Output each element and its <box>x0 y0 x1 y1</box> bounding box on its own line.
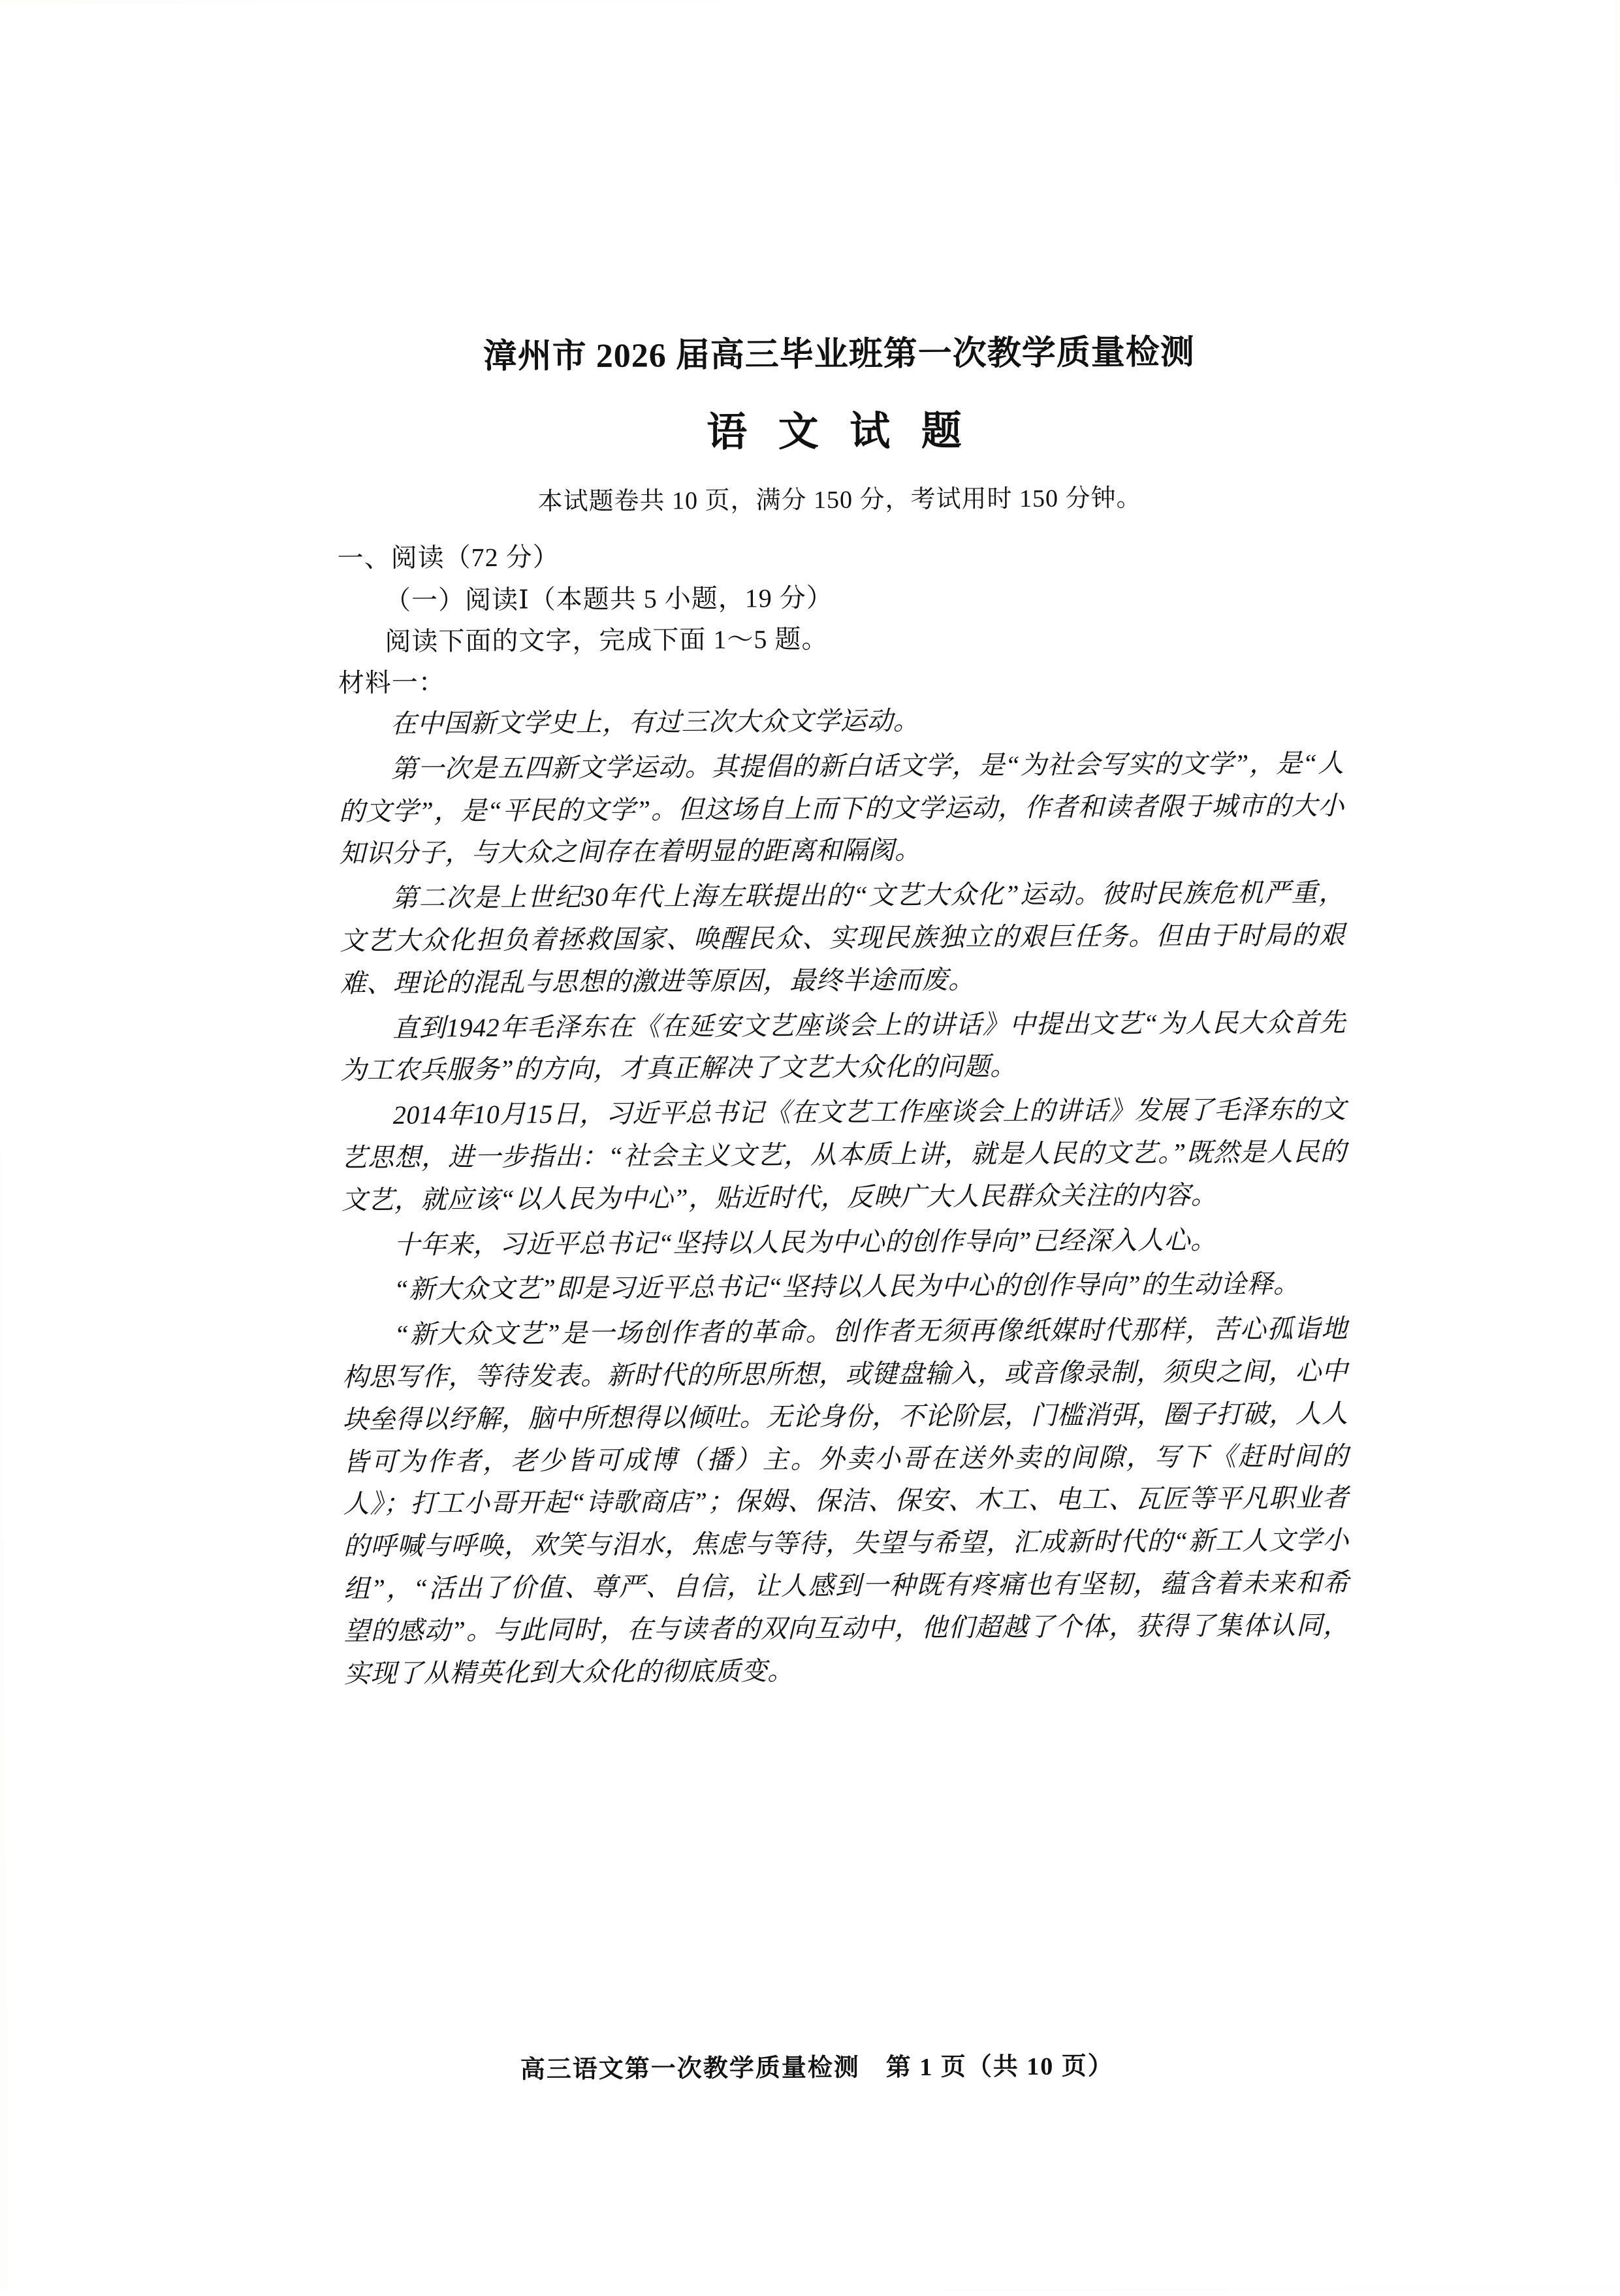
body-paragraph: “新大众文艺”即是习近平总书记“坚持以人民为中心的创作导向”的生动诠释。 <box>394 1269 1300 1305</box>
reading-instruction: 阅读下面的文字，完成下面 1～5 题。 <box>385 624 829 656</box>
body-paragraph: 十年来，习近平总书记“坚持以人民为中心的创作导向”已经深入人心。 <box>393 1224 1217 1260</box>
section-heading-reading: 一、阅读（72 分） <box>337 542 560 573</box>
page-subtitle: 语 文 试 题 <box>707 409 972 455</box>
exam-note: 本试题卷共 10 页，满分 150 分，考试用时 150 分钟。 <box>537 484 1142 516</box>
body-paragraph: 第二次是上世纪30年代上海左联提出的“文艺大众化”运动。彼时民族危机严重，文艺大众化担负着拯救国家、唤醒民众、实现民族独立的艰巨任务。但由于时局的艰难、理论的混乱与思想的激进等原因，最终半途而废。 <box>340 878 1346 998</box>
body-paragraph: 直到1942年毛泽东在《在延安文艺座谈会上的讲话》中提出文艺“为人民大众首先为工农兵服务”的方向，才真正解决了文艺大众化的问题。 <box>340 1007 1346 1085</box>
body-paragraph: 在中国新文学史上，有过三次大众文学运动。 <box>390 705 920 739</box>
body-paragraph: “新大众文艺”是一场创作者的革命。创作者无须再像纸媒时代那样，苦心孤诣地构思写作，等待发表。新时代的所思所想，或键盘输入，或音像录制，须臾之间，心中块垒得以纾解，脑中所想得以倾吐。无论身份，不论阶层，门槛消弭，圈子打破，人人皆可为作者，老少皆可成博（播）主。外卖小哥在送外卖的间隙，写下《赶时间的人》；打工小哥开起“诗歌商店”；保姆、保洁、保安、木工、电工、瓦匠等平凡职业者的呼喊与呼唤，欢笑与泪水，焦虑与等待，失望与希望，汇成新时代的“新工人文学小组”，“活出了价值、尊严、自信，让人感到一种既有疼痛也有坚韧，蕴含着未来和希望的感动”。与此同时，在与读者的双向互动中，他们超越了个体，获得了集体认同，实现了从精英化到大众化的彻底质变。 <box>342 1314 1350 1688</box>
page-title: 漳州市 2026 届高三毕业班第一次教学质量检测 <box>483 334 1195 376</box>
page-footer: 高三语文第一次教学质量检测 第 1 页（共 10 页） <box>520 2052 1114 2084</box>
material-label: 材料一： <box>338 667 445 698</box>
body-paragraph: 2014年10月15日，习近平总书记《在文艺工作座谈会上的讲话》发展了毛泽东的文艺思想，进一步指出：“社会主义文艺，从本质上讲，就是人民的文艺。”既然是人民的文艺，就应该“以人民为中心”，贴近时代，反映广大人民群众关注的内容。 <box>341 1094 1347 1215</box>
body-paragraph: 第一次是五四新文学运动。其提倡的新白话文学，是“为社会写实的文学”，是“人的文学”，是“平民的文学”。但这场自上而下的文学运动，作者和读者限于城市的大小知识分子，与大众之间存在着明显的距离和隔阂。 <box>338 748 1345 869</box>
document-body <box>336 323 1350 1698</box>
subsection-heading-reading-1: （一）阅读Ⅰ（本题共 5 小题，19 分） <box>384 582 833 615</box>
